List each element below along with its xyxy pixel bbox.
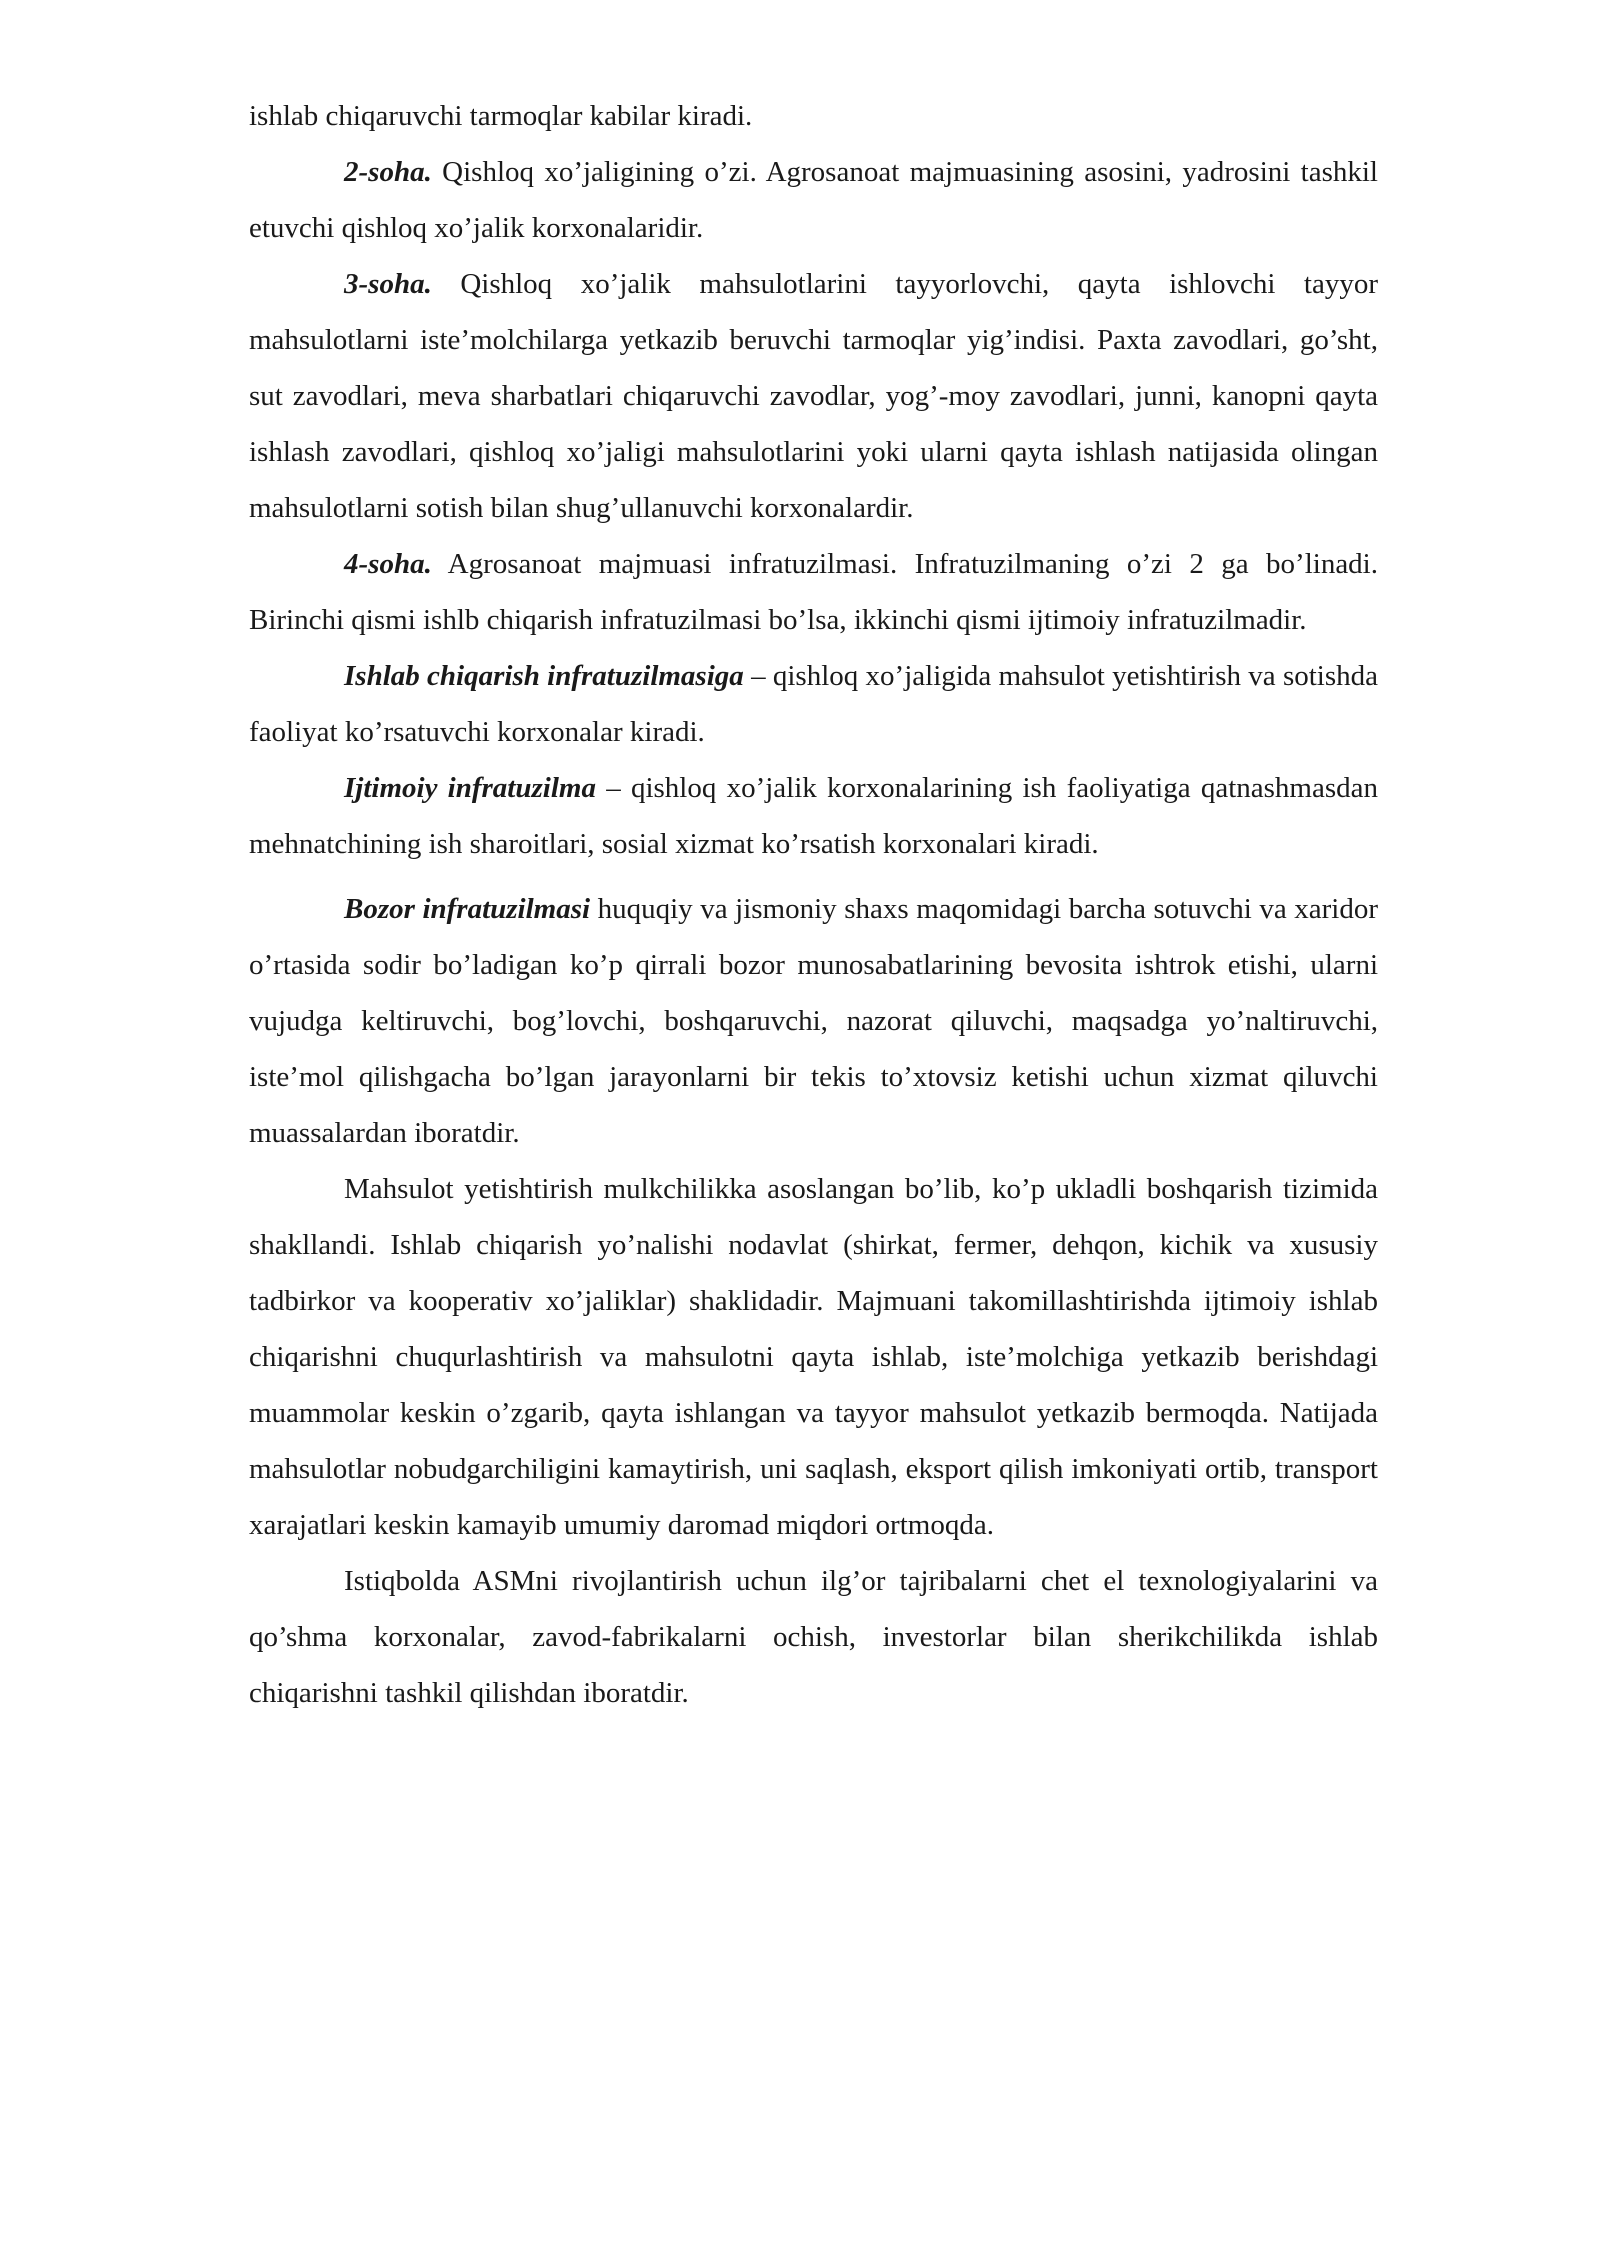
- paragraph-soha-4: [249, 536, 1378, 648]
- paragraph-text: Agrosanoat majmuasi infratuzilmasi. Infratuzilmaning o’zi 2 ga bo’linadi. Birinchi qismi ishlb chiqarish infratuzilmasi bo’lsa, ikkinchi qismi ijtimoiy infratuzilmadir.: [249, 548, 1378, 636]
- paragraph-text: – qishloq xo’jaligida mahsulot yetishtirish va sotishda faoliyat ko’rsatuvchi korxonalar kiradi.: [249, 660, 1379, 748]
- paragraph-text: Qishloq xo’jalik mahsulotlarini tayyorlovchi, qayta ishlovchi tayyor mahsulotlarni iste’molchilarga yetkazib beruvchi tarmoqlar yig’indisi. Paxta zavodlari, go’sht, sut zavodlari, meva sharbatlari chiqaruvchi zavodlar, yog’-moy zavodlari, junni, kanopni qayta ishlash zavodlari, qishloq xo’jaligi mahsulotlarini yoki ularni qayta ishlash natijasida olingan mahsulotlarni sotish bilan shug’ullanuvchi korxonalardir.: [249, 268, 1378, 524]
- document-page: [249, 88, 1378, 1721]
- paragraph-outlook: [249, 1553, 1378, 1721]
- paragraph-term: Ishlab chiqarish infratuzilmasiga: [344, 660, 744, 692]
- paragraph-text: ishlab chiqaruvchi tarmoqlar kabilar kiradi.: [249, 100, 753, 132]
- paragraph-soha-3: [249, 256, 1378, 536]
- paragraph-text: – qishloq xo’jalik korxonalarining ish faoliyatiga qatnashmasdan mehnatchining ish sharoitlari, sosial xizmat ko’rsatish korxonalari kiradi.: [249, 772, 1378, 860]
- paragraph-production-infrastructure: [249, 648, 1378, 760]
- paragraph-term: Bozor infratuzilmasi: [344, 893, 591, 925]
- paragraph-text: Qishloq xo’jaligining o’zi. Agrosanoat majmuasining asosini, yadrosini tashkil etuvchi qishloq xo’jalik korxonalaridir.: [249, 156, 1378, 244]
- paragraph-production: [249, 1161, 1378, 1553]
- paragraph-soha-2: [249, 144, 1378, 256]
- paragraph-text: Istiqbolda ASMni rivojlantirish uchun ilg’or tajribalarni chet el texnologiyalarini va qo’shma korxonalar, zavod-fabrikalarni ochish, investorlar bilan sherikchilikda ishlab chiqarishni tashkil qilishdan iboratdir.: [249, 1565, 1378, 1709]
- paragraph-term: 2-soha.: [344, 156, 432, 188]
- paragraph-term: 3-soha.: [344, 268, 432, 300]
- paragraph-text: Mahsulot yetishtirish mulkchilikka asoslangan bo’lib, ko’p ukladli boshqarish tizimida shakllandi. Ishlab chiqarish yo’nalishi nodavlat (shirkat, fermer, dehqon, kichik va xususiy tadbirkor va kooperativ xo’jaliklar) shaklidadir. Majmuani takomillashtirishda ijtimoiy ishlab chiqarishni chuqurlashtirish va mahsulotni qayta ishlab, iste’molchiga yetkazib berishdagi muammolar keskin o’zgarib, qayta ishlangan va tayyor mahsulot yetkazib bermoqda. Natijada mahsulotlar nobudgarchiligini kamaytirish, uni saqlash, eksport qilish imkoniyati ortib, transport xarajatlari keskin kamayib umumiy daromad miqdori ortmoqda.: [249, 1173, 1378, 1541]
- paragraph-market-infrastructure: [249, 881, 1378, 1161]
- paragraph-continuation: [249, 88, 1378, 144]
- paragraph-social-infrastructure: [249, 760, 1378, 872]
- paragraph-text: huquqiy va jismoniy shaxs maqomidagi barcha sotuvchi va xaridor o’rtasida sodir bo’ladigan ko’p qirrali bozor munosabatlarining bevosita ishtrok etishi, ularni vujudga keltiruvchi, bog’lovchi, boshqaruvchi, nazorat qiluvchi, maqsadga yo’naltiruvchi, iste’mol qilishgacha bo’lgan jarayonlarni bir tekis to’xtovsiz ketishi uchun xizmat qiluvchi muassalardan iboratdir.: [249, 893, 1379, 1149]
- paragraph-term: Ijtimoiy infratuzilma: [344, 772, 596, 804]
- paragraph-term: 4-soha.: [344, 548, 432, 580]
